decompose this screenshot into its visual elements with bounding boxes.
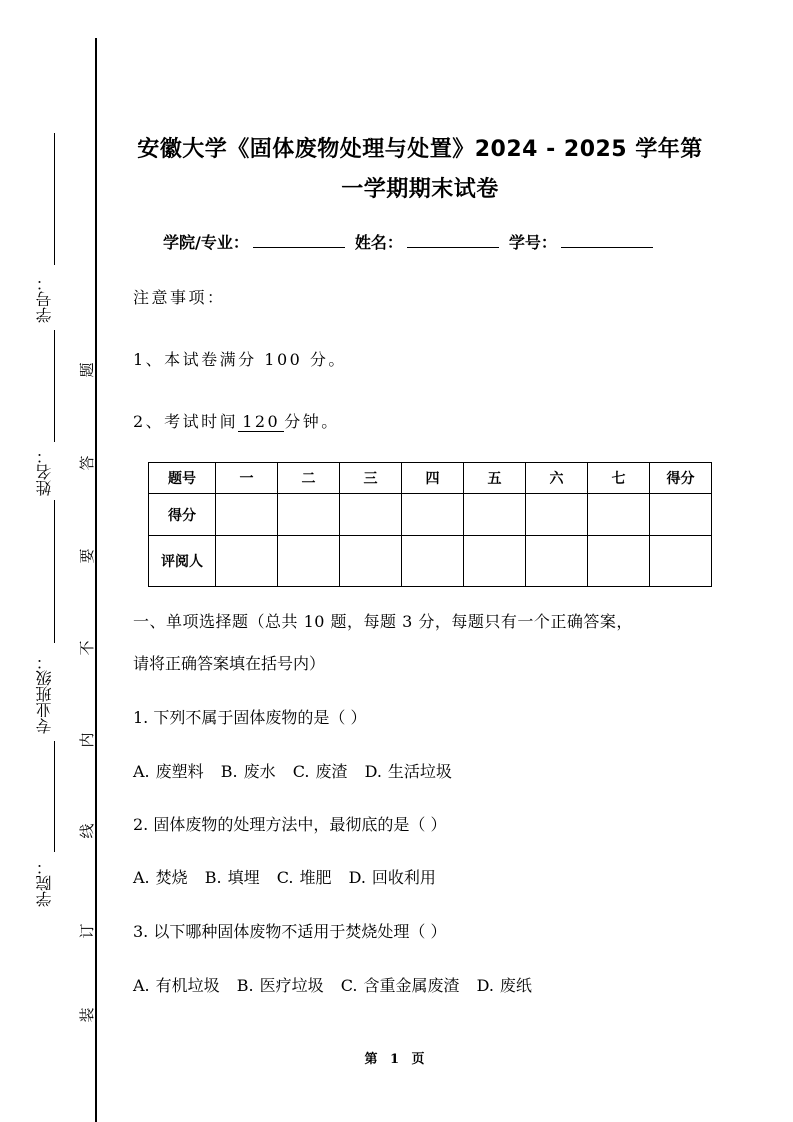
option-d: D. 生活垃圾 [364,762,452,781]
seal-char: 答 [78,455,96,471]
header-cell: 三 [340,463,402,494]
seal-char: 不 [78,640,96,656]
section-title-cont: 请将正确答案填在括号内） [133,654,326,673]
score-cell[interactable] [650,494,712,536]
question-1-stem: 1. 下列不属于固体废物的是（ ） [133,708,367,727]
college-major-field[interactable] [253,233,345,248]
question-2-stem: 2. 固体废物的处理方法中，最彻底的是（ ） [133,815,447,834]
seal-char: 装 [78,1007,96,1023]
grader-cell[interactable] [650,536,712,587]
option-d: D. 废纸 [476,976,532,995]
seal-char: 要 [78,548,96,564]
margin-line [54,330,55,442]
margin-line [54,500,55,643]
exam-title-line2: 一学期期末试卷 [341,177,499,202]
question-1-options [133,759,464,782]
margin-label-college: 学院： [35,859,54,907]
option-a: A. 有机垃圾 [133,976,220,995]
row-label: 得分 [149,494,216,536]
option-c: C. 废渣 [292,762,348,781]
grader-cell[interactable] [402,536,464,587]
grader-cell[interactable] [526,536,588,587]
header-cell: 六 [526,463,588,494]
seal-char: 线 [78,823,96,839]
option-a: A. 废塑料 [133,762,204,781]
section-title: 一、单项选择题（总共 10 题，每题 3 分，每题只有一个正确答案， [133,612,633,631]
student-info-row [163,230,663,253]
notice-item-2-prefix: 2、考试时间 [133,412,239,431]
margin-label-student-id: 学号： [35,275,54,323]
header-cell: 二 [278,463,340,494]
score-cell[interactable] [216,494,278,536]
margin-label-name: 姓名： [35,448,54,496]
header-cell: 题号 [149,463,216,494]
header-cell: 五 [464,463,526,494]
notice-item-2 [133,409,340,432]
page-number: 第 1 页 [364,1052,429,1067]
margin-label-class: 专业班级： [35,654,54,734]
header-cell: 一 [216,463,278,494]
college-major-label: 学院/专业： [163,233,249,252]
grader-cell[interactable] [340,536,402,587]
grader-cell[interactable] [464,536,526,587]
score-table-header-row [149,463,712,494]
seal-char: 订 [78,923,96,939]
score-cell[interactable] [402,494,464,536]
header-cell: 四 [402,463,464,494]
notice-item-2-suffix: 分钟。 [284,412,340,431]
grader-cell[interactable] [588,536,650,587]
option-a: A. 焚烧 [133,868,188,887]
question-2-options [133,865,448,888]
option-d: D. 回收利用 [348,868,436,887]
option-b: B. 医疗垃圾 [236,976,324,995]
option-b: B. 填埋 [204,868,260,887]
name-label: 姓名： [354,233,403,252]
student-id-field[interactable] [561,233,653,248]
score-cell[interactable] [588,494,650,536]
header-cell: 七 [588,463,650,494]
margin-line [54,741,55,852]
grader-cell[interactable] [278,536,340,587]
seal-char: 题 [78,362,96,378]
grader-row [149,536,712,587]
question-3-options [133,973,544,996]
header-cell: 得分 [650,463,712,494]
seal-char: 内 [78,732,96,748]
row-label: 评阅人 [149,536,216,587]
notice-item-1: 1、本试卷满分 100 分。 [133,350,347,369]
exam-duration-value: 120 [238,413,284,432]
score-cell[interactable] [340,494,402,536]
exam-title-line1: 安徽大学《固体废物处理与处置》2024 - 2025 学年第 [137,137,703,162]
option-b: B. 废水 [220,762,276,781]
score-cell[interactable] [526,494,588,536]
score-cell[interactable] [464,494,526,536]
option-c: C. 堆肥 [276,868,332,887]
score-row [149,494,712,536]
score-cell[interactable] [278,494,340,536]
margin-line [54,133,55,265]
notice-title: 注意事项： [133,288,226,307]
question-3-stem: 3. 以下哪种固体废物不适用于焚烧处理（ ） [133,922,447,941]
name-field[interactable] [407,233,499,248]
option-c: C. 含重金属废渣 [340,976,460,995]
grader-cell[interactable] [216,536,278,587]
score-table [148,462,712,587]
binding-line [95,38,97,1122]
student-id-label: 学号： [508,233,557,252]
